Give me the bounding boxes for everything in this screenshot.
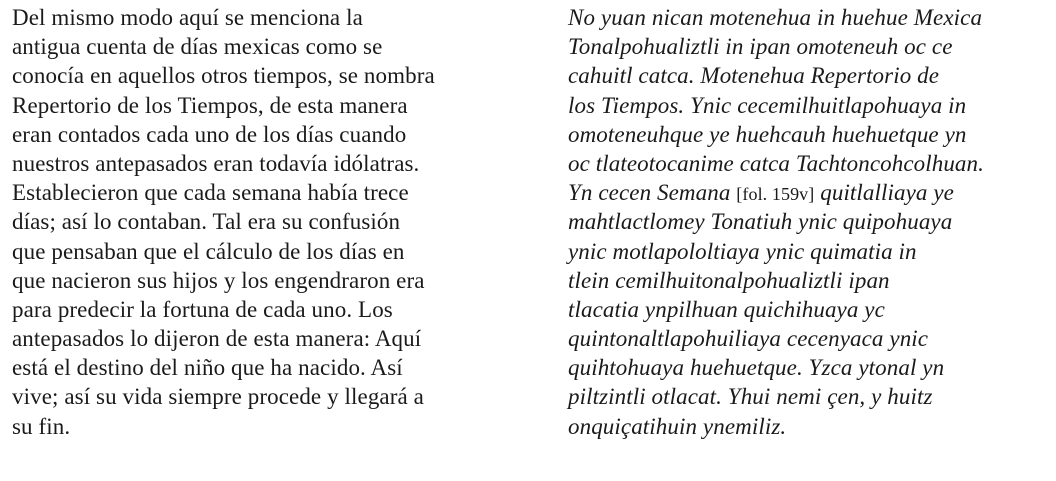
nahuatl-line: omoteneuhque ye huehcauh huehuetque yn: [568, 121, 967, 147]
spanish-line: está el destino del niño que ha nacido. Así: [12, 355, 403, 381]
nahuatl-line: No yuan nican motenehua in huehue Mexica: [568, 5, 983, 30]
nahuatl-line: onquiçatihuin ynemiliz.: [568, 413, 787, 439]
folio-marker: [fol. 159v]: [736, 184, 815, 205]
nahuatl-line: mahtlactlomey Tonatiuh ynic quipohuaya: [568, 209, 953, 235]
spanish-line: conocía en aquellos otros tiempos, se nombra: [12, 63, 435, 89]
nahuatl-folio-line-start: Yn cecen Semana: [568, 180, 737, 206]
spanish-line: días; así lo contaban. Tal era su confusión: [12, 209, 401, 235]
spanish-line: eran contados cada uno de los días cuando: [12, 121, 407, 147]
nahuatl-line: los Tiempos. Ynic cecemilhuitlapohuaya in: [568, 92, 967, 118]
spanish-line: antepasados lo dijeron de esta manera: Aquí: [12, 326, 422, 352]
spanish-line: que nacieron sus hijos y los engendraron era: [12, 267, 425, 293]
spanish-line: antigua cuenta de días mexicas como se: [12, 34, 383, 60]
spanish-line: nuestros antepasados eran todavía idólatras.: [12, 150, 420, 176]
nahuatl-folio-line: [568, 178, 1053, 207]
spanish-line: vive; así su vida siempre procede y llegará a: [12, 384, 424, 410]
nahuatl-line: quihtohuaya huehuetque. Yzca ytonal yn: [568, 355, 945, 381]
nahuatl-line: quintonaltlapohuiliaya cecenyaca ynic: [568, 326, 929, 352]
nahuatl-line: piltzintli otlacat. Yhui nemi çen, y huitz: [568, 384, 933, 410]
nahuatl-line: cahuitl catca. Motenehua Repertorio de: [568, 63, 940, 89]
nahuatl-text-column: [568, 3, 1053, 441]
nahuatl-line: tlacatia ynpilhuan quichihuaya yc: [568, 296, 885, 322]
spanish-line: su fin.: [12, 413, 71, 439]
spanish-line: Del mismo modo aquí se menciona la: [12, 5, 363, 30]
spanish-line: Establecieron que cada semana había trece: [12, 180, 409, 206]
spanish-line: Repertorio de los Tiempos, de esta manera: [12, 92, 408, 118]
nahuatl-line: tlein cemilhuitonalpohualiztli ipan: [568, 267, 890, 293]
nahuatl-line: Tonalpohualiztli in ipan omoteneuh oc ce: [568, 34, 953, 60]
spanish-line: que pensaban que el cálculo de los días en: [12, 238, 405, 264]
spanish-translation-column: [12, 3, 542, 441]
nahuatl-line: oc tlateotocanime catca Tachtoncohcolhuan.: [568, 150, 984, 176]
nahuatl-line: ynic motlapololtiaya ynic quimatia in: [568, 238, 917, 264]
nahuatl-folio-line-end: quitlalliaya ye: [814, 180, 954, 206]
spanish-line: para predecir la fortuna de cada uno. Los: [12, 296, 393, 322]
